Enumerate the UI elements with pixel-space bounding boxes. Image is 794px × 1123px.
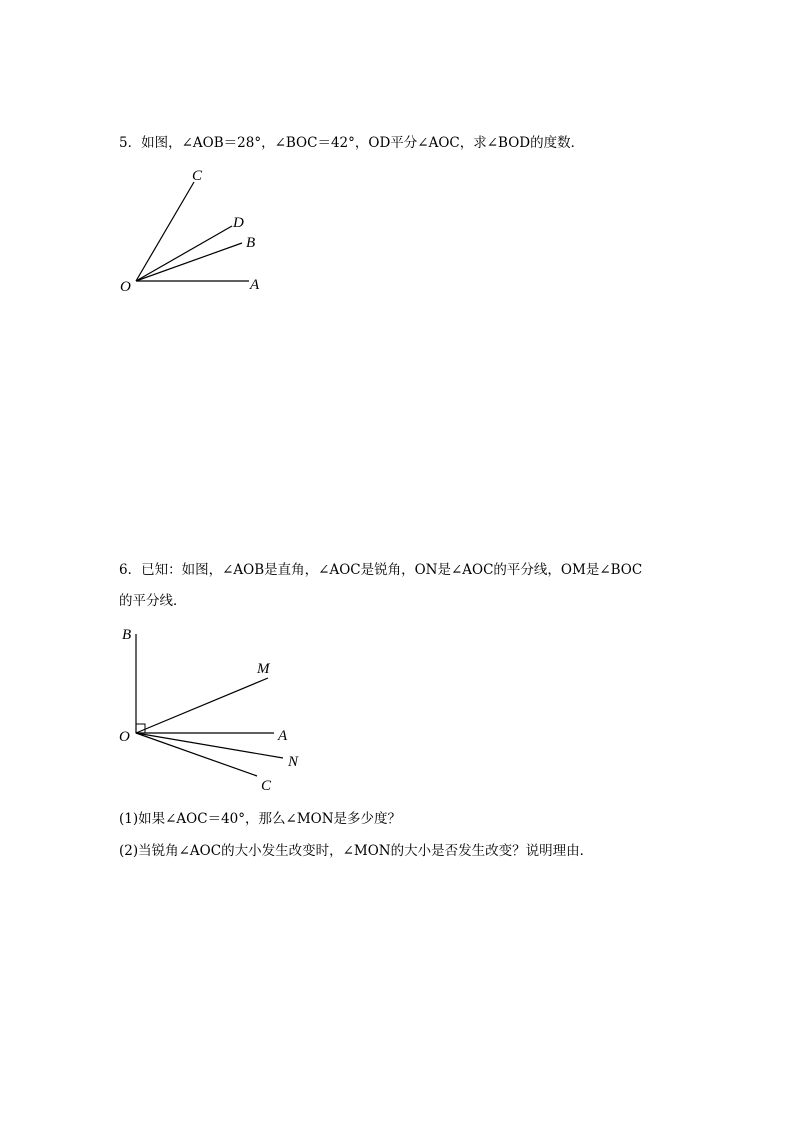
label-B: B — [122, 627, 132, 643]
question-5-text: 5．如图，∠AOB＝28°，∠BOC＝42°，OD平分∠AOC，求∠BOD的度数． — [119, 135, 585, 151]
ray-OB — [136, 243, 242, 281]
question-6-part-1: (1)如果∠AOC＝40°，那么∠MON是多少度？ — [119, 811, 402, 827]
label-D: D — [233, 215, 244, 231]
label-O: O — [120, 279, 131, 295]
label-A: A — [278, 728, 288, 744]
label-C: C — [192, 168, 203, 184]
label-B: B — [246, 235, 256, 251]
label-C: C — [261, 778, 272, 794]
label-A: A — [250, 277, 260, 293]
ray-OC — [136, 182, 194, 281]
ray-OC — [136, 733, 257, 776]
ray-OM — [136, 678, 268, 733]
ray-OD — [136, 226, 232, 281]
question-6-part-2: (2)当锐角∠AOC的大小发生改变时，∠MON的大小是否发生改变？说明理由． — [119, 843, 594, 859]
label-O: O — [119, 729, 130, 745]
q6-figure — [119, 627, 299, 794]
label-M: M — [257, 661, 270, 677]
q5-figure — [120, 168, 260, 295]
ray-ON — [136, 733, 283, 758]
question-6-text-line2: 的平分线． — [119, 593, 187, 609]
label-N: N — [288, 754, 299, 770]
question-6-text-line1: 6．已知：如图，∠AOB是直角，∠AOC是锐角，ON是∠AOC的平分线，OM是∠BOC — [119, 562, 643, 578]
